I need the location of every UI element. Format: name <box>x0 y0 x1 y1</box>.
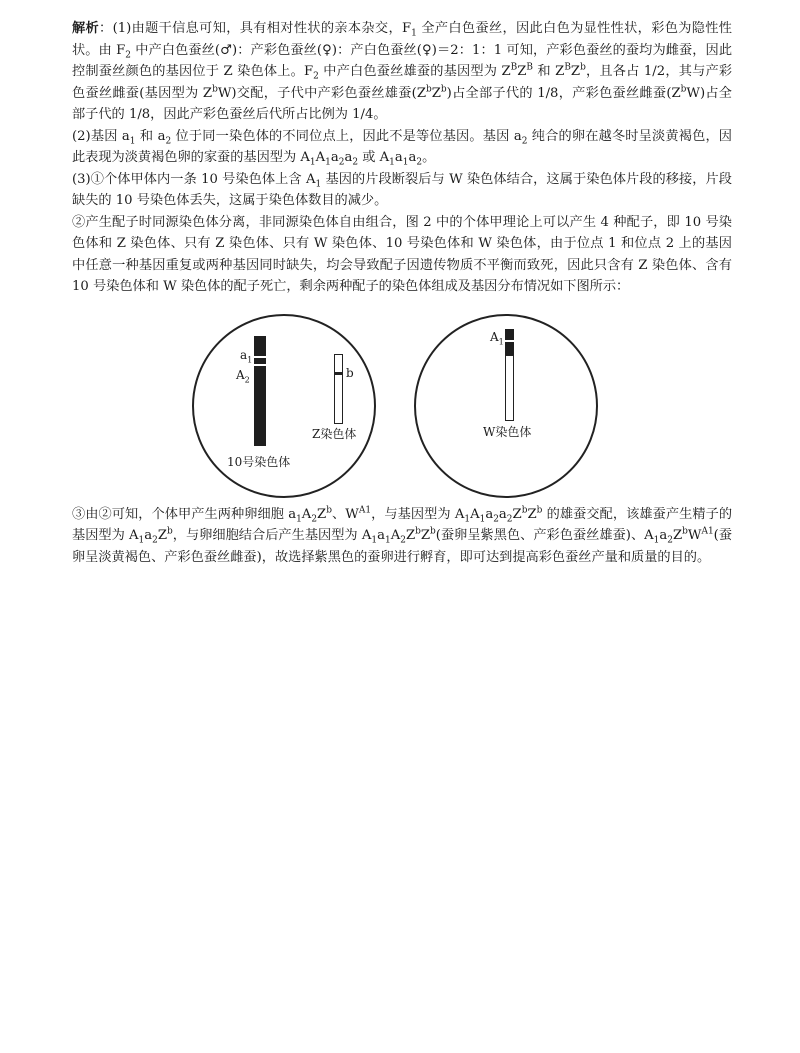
band-gap-2 <box>254 364 266 366</box>
w-chromosome <box>505 355 514 421</box>
w-band-gap <box>505 340 514 342</box>
z-chromosome-label: Z染色体 <box>312 426 357 441</box>
paragraph-4: ②产生配子时同源染色体分离，非同源染色体自由组合，图 2 中的个体甲理论上可以产生 4 种配子，即 10 号染色体和 Z 染色体、只有 Z 染色体、只有 W 染色体、10 号染色体和 W 染色体，由于位点 1 和位点 2 上的基因中任意一种基因重复或两种基因同时缺失，均会导致配子因遗传物质不平衡而致死，因此只含有 Z 染色体、含有 10 号染色体和 W 染色体的配子死亡，剩余两种配子的染色体组成及基因分布情况如下图所示： <box>72 214 732 294</box>
chromosome-10 <box>254 336 266 446</box>
chromosome-figure <box>72 308 732 498</box>
paragraph-3: (3)①个体甲体内一条 10 号染色体上含 $A_1$ 基因的片段断裂后与 W 染色体结合，这属于染色体片段的移接，片段缺失的 10 号染色体丢失，这属于染色体数目的减少。 <box>72 171 732 208</box>
left-cell-circle <box>192 314 376 498</box>
paragraph-2: (2)基因 $a_1$ 和 $a_2$ 位于同一染色体的不同位点上，因此不是等位基因。基因 $a_2$ 纯合的卵在越冬时呈淡黄褐色，因此表现为淡黄褐色卵的家蚕的基因型为 $A_1A_1a_2a_2$ 或 $A_1a_1a_2$。 <box>72 128 732 168</box>
label-b: b <box>346 365 354 380</box>
w-chromosome-label: W染色体 <box>483 424 532 439</box>
z-chromosome <box>334 354 343 424</box>
z-locus-b <box>334 372 343 375</box>
label-a1: $a_1$ <box>240 347 253 364</box>
solution-page <box>72 18 732 568</box>
label-A2: $A_2$ <box>236 367 250 384</box>
band-gap-1 <box>254 356 266 358</box>
analysis-heading: 解析 <box>72 21 100 36</box>
label-A1: $A_1$ <box>490 329 504 346</box>
chromosome-10-label: 10号染色体 <box>227 454 291 469</box>
w-chromosome-fragment <box>505 329 514 355</box>
paragraph-5: ③由②可知，个体甲产生两种卵细胞 $a_1A_2Z^b$、$W^{A1}$，与基因型为 $A_1A_1a_2a_2Z^bZ^b$ 的雄蚕交配，该雄蚕产生精子的基因型为 $A_1a_2Z^b$，与卵细胞结合后产生基因型为 $A_1a_1A_2Z^bZ^b$(蚕卵呈紫黑色、产彩色蚕丝雄蚕)、$A_1a_2Z^bW^{A1}$(蚕卵呈淡黄褐色、产彩色蚕丝雌蚕)，故选择紫黑色的蚕卵进行孵育，即可达到提高彩色蚕丝产量和质量的目的。 <box>72 505 733 565</box>
paragraph-1: 解析：(1)由题干信息可知，具有相对性状的亲本杂交，$F_1$ 全产白色蚕丝，因此白色为显性性状，彩色为隐性性状。由 $F_2$ 中产白色蚕丝(♂)：产彩色蚕丝(♀)：产白色蚕丝(♀)＝2：1：1 可知，产彩色蚕丝的蚕均为雌蚕，因此控制蚕丝颜色的基因位于 Z 染色体上。$F_2$ 中产白色蚕丝雄蚕的基因型为 $Z^BZ^B$ 和 $Z^BZ^b$，且各占 1/2，其与产彩色蚕丝雌蚕(基因型为 $Z^bW$)交配，子代中产彩色蚕丝雄蚕$(Z^bZ^b)$占全部子代的 1/8，产彩色蚕丝雌蚕$(Z^bW)$占全部子代的 1/8，因此产彩色蚕丝后代所占比例为 1/4。 <box>72 21 733 122</box>
